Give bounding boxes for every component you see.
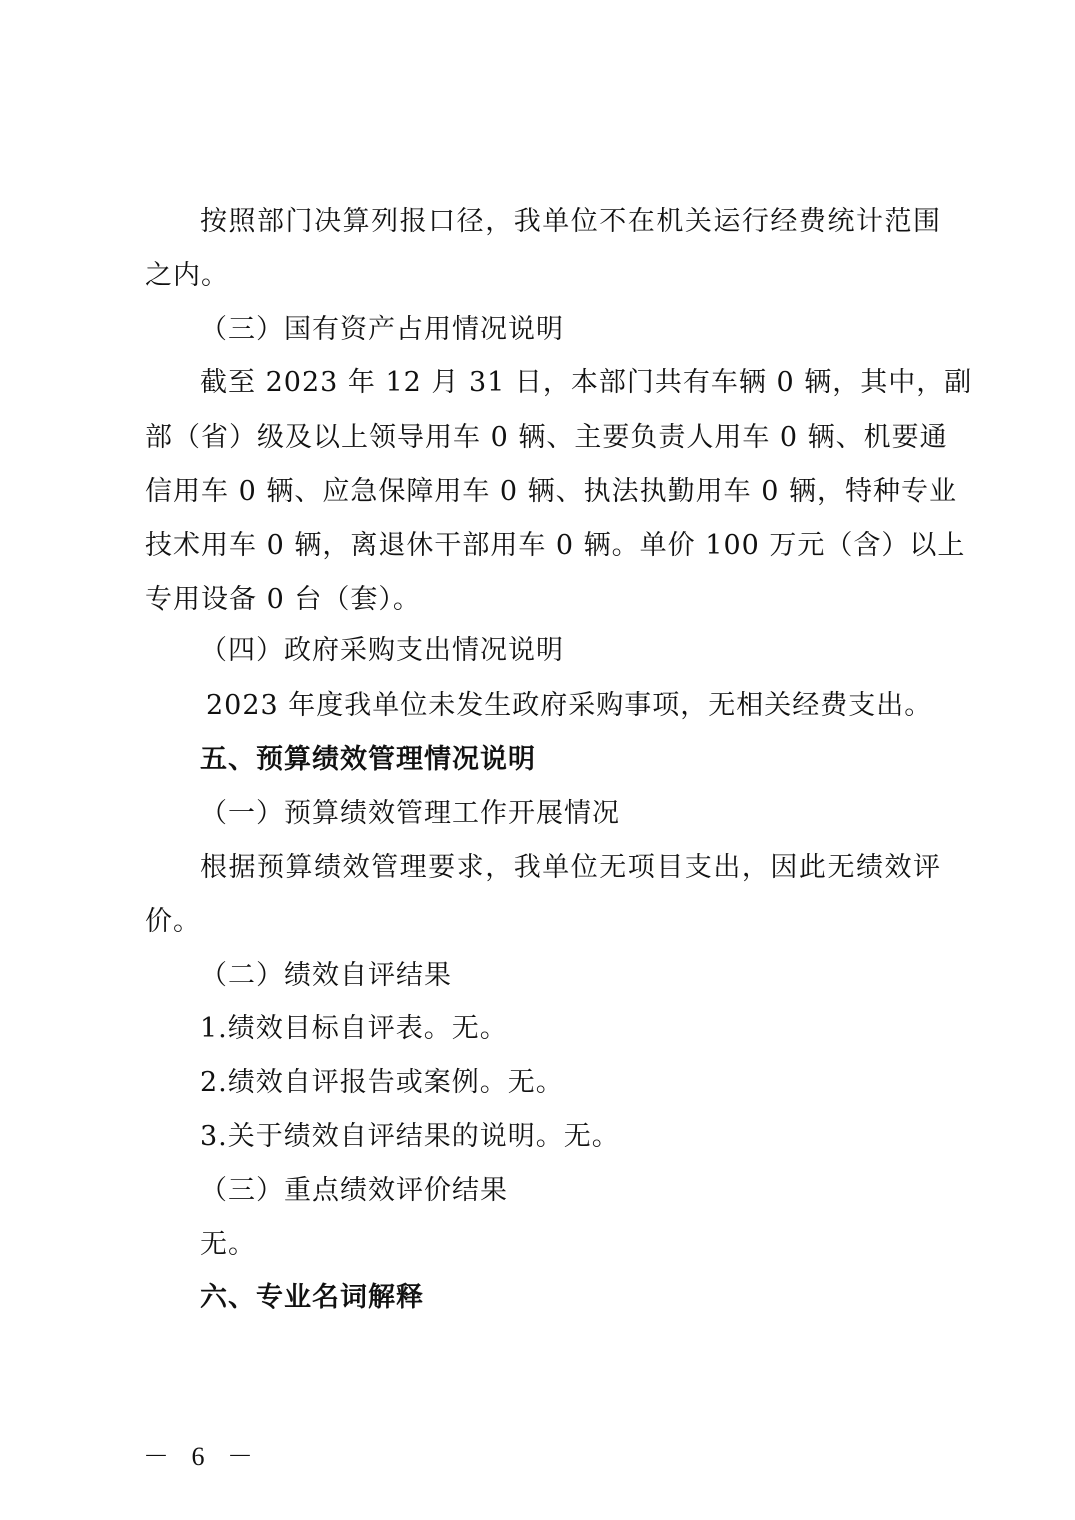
list-item: 2.绩效自评报告或案例。无。: [200, 1067, 564, 1098]
chapter-heading: 五、预算绩效管理情况说明: [200, 744, 536, 775]
paragraph-line: 专用设备 0 台（套）。: [145, 584, 421, 615]
paragraph-line: 技术用车 0 辆，离退休干部用车 0 辆。单价 100 万元（含）以上: [145, 530, 966, 561]
paragraph-line: 截至 2023 年 12 月 31 日，本部门共有车辆 0 辆，其中，副: [200, 367, 973, 398]
paragraph-line: 之内。: [145, 260, 229, 291]
list-item: 1.绩效目标自评表。无。: [200, 1013, 508, 1044]
paragraph-line: 按照部门决算列报口径，我单位不在机关运行经费统计范围: [200, 206, 941, 237]
section-heading: （一）预算绩效管理工作开展情况: [200, 798, 620, 829]
section-heading: （二）绩效自评结果: [200, 960, 452, 991]
section-heading: （三）国有资产占用情况说明: [200, 314, 564, 345]
paragraph-line: 无。: [200, 1229, 256, 1260]
page-number: － 6 －: [143, 1442, 262, 1471]
chapter-heading: 六、专业名词解释: [200, 1282, 424, 1313]
paragraph-line: 信用车 0 辆、应急保障用车 0 辆、执法执勤用车 0 辆，特种专业: [145, 476, 958, 507]
paragraph-line: 价。: [145, 906, 201, 937]
paragraph-line: 2023 年度我单位未发生政府采购事项，无相关经费支出。: [206, 690, 933, 721]
paragraph-line: 根据预算绩效管理要求，我单位无项目支出，因此无绩效评: [200, 852, 941, 883]
section-heading: （四）政府采购支出情况说明: [200, 635, 564, 666]
paragraph-line: 部（省）级及以上领导用车 0 辆、主要负责人用车 0 辆、机要通: [145, 422, 948, 453]
list-item: 3.关于绩效自评结果的说明。无。: [200, 1121, 620, 1152]
section-heading: （三）重点绩效评价结果: [200, 1175, 508, 1206]
